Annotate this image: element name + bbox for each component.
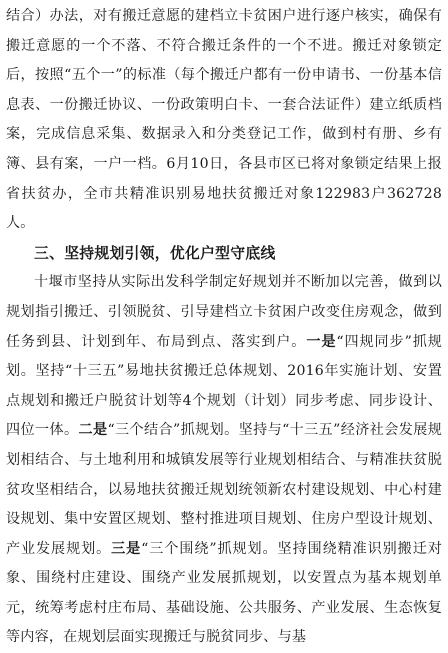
paragraph-object-locking: 结合）办法，对有搬迁意愿的建档立卡贫困户进行逐户核实，确保有搬迁意愿的一个不落、不符合搬迁条件的一个不进。搬迁对象锁定后，按照“五个一”的标准（每个搬迁户都有一份申请书、一份基本信息表、一份搬迁协议、一份政策明白卡、一套合法证件）建立纸质档案，完成信息采集、数据录入和分类登记工作，做到村有册、乡有簿、县有案，一户一档。6月10日，各县市区已将对象锁定结果上报省扶贫办，全市共精准识别易地扶贫搬迁对象122983户362728人。	[6, 8, 442, 232]
point-one-text: “四规同步”抓规划。坚持“十三五”易地扶贫搬迁总体规划、2016年实施计划、安置点规划和搬迁户脱贫计划等4个规划（计划）同步考虑、同步设计、四位一体。	[6, 333, 443, 439]
point-one-marker: 一是	[306, 333, 337, 350]
point-two-marker: 二是	[78, 422, 108, 439]
section-heading-planning: 三、坚持规划引领，优化户型守底线	[34, 244, 276, 262]
point-two-text: “三个结合”抓规划。坚持与“十三五”经济社会发展规划相结合、与土地利用和城镇发展等行业规划相结合、与精准扶贫脱贫攻坚相结合，以易地扶贫搬迁规划统领新农村建设规划、中心村建设规划、集中安置区规划、整村推进项目规划、住房户型设计规划、产业发展规划。	[6, 422, 442, 557]
point-three-text: “三个围绕”抓规划。坚持围绕精准识别搬迁对象、围绕村庄建设、围绕产业发展抓规划，以安置点为基本规划单元，统筹考虑村庄布局、基础设施、公共服务、产业发展、生态恢复等内容，在规划层面实现搬迁与脱贫同步、与基	[6, 540, 443, 646]
point-three-marker: 三是	[111, 540, 142, 557]
paragraph-planning-intro: 十堰市坚持从实际出发科学制定好规划并不断加以完善，做到以规划指引搬迁、引领脱贫、引导建档立卡贫困户改变住房观念，做到任务到县、计划到年、布局到点、落实到户。	[6, 274, 442, 350]
paragraph-planning	[6, 268, 442, 653]
